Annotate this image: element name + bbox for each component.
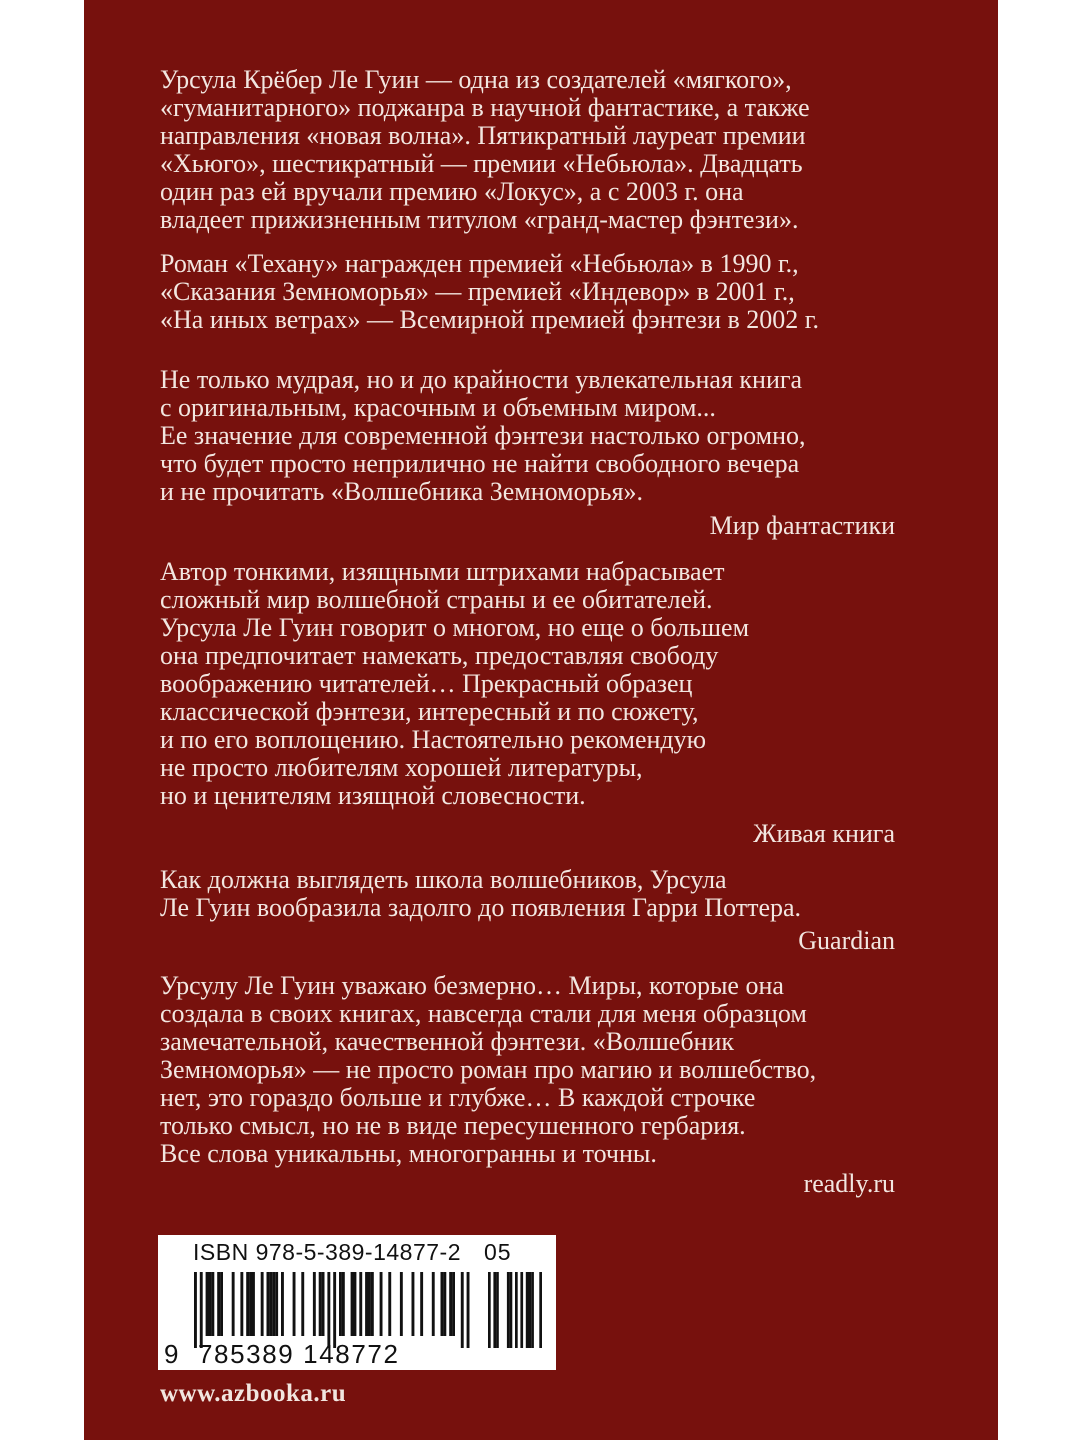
barcode-bar (272, 1272, 275, 1336)
barcode-bar (467, 1272, 470, 1348)
barcode-bar (301, 1272, 304, 1336)
barcode-bar (267, 1272, 270, 1336)
barcode-addon-bar (488, 1272, 491, 1348)
barcode-bar (194, 1272, 197, 1348)
barcode-addon-bar (496, 1272, 499, 1348)
barcode-addon-bar (531, 1272, 534, 1348)
barcode-bar (319, 1272, 322, 1336)
barcode-bar (293, 1272, 296, 1336)
barcode-bar (342, 1272, 345, 1336)
barcode-addon-bar (526, 1272, 529, 1348)
barcode-bar (412, 1272, 415, 1336)
barcode-addon-bar (510, 1272, 513, 1348)
barcode-bar (380, 1272, 383, 1336)
barcode-bar (206, 1272, 209, 1336)
review-text: Не только мудрая, но и до крайности увлекательная книга с оригинальным, красочным и объемным миром... Ее значение для современной фэнтези настолько огромно, что будет просто неприлично не найти свободного вечера и не прочитать «Волшебника Земноморья». (160, 365, 806, 506)
review-source: Живая книга (753, 819, 895, 848)
barcode-bar (354, 1272, 357, 1336)
awards-paragraph: Роман «Техану» награжден премией «Небьюла» в 1990 г., «Сказания Земноморья» — премией «Индевор» в 2001 г., «На иных ветрах» — Всемирной премией фэнтези в 2002 г. (160, 249, 820, 334)
barcode-addon-bar (493, 1272, 496, 1348)
barcode-bar (420, 1272, 423, 1336)
barcode-bar (449, 1272, 452, 1336)
barcode-bar (232, 1272, 235, 1336)
barcode-bar (461, 1272, 464, 1348)
barcode-bar (269, 1272, 272, 1336)
barcode-bar (432, 1272, 435, 1336)
review-text: Как должна выглядеть школа волшебников, Урсула Ле Гуин вообразила задолго до появления Гарри Поттера. (160, 865, 802, 922)
barcode-bar (281, 1272, 284, 1336)
barcode-addon-bar (507, 1272, 510, 1348)
ean-digits: 785389 148772 (198, 1339, 400, 1369)
barcode-bar (333, 1272, 336, 1348)
barcode-bar (327, 1272, 330, 1348)
barcode-bar (400, 1272, 403, 1336)
barcode-addon-label: 05 (484, 1239, 512, 1265)
publisher-website: www.azbooka.ru (160, 1380, 347, 1407)
barcode-bar (351, 1272, 354, 1336)
barcode-bar (220, 1272, 223, 1336)
barcode-bar (200, 1272, 203, 1348)
barcode-bar (371, 1272, 374, 1336)
isbn-barcode (158, 1235, 556, 1370)
barcode-bar (217, 1272, 220, 1336)
barcode-bar (339, 1272, 342, 1336)
barcode-bar (240, 1272, 243, 1336)
barcode-addon-bar (529, 1272, 532, 1348)
barcode-addon-bar (539, 1272, 542, 1348)
barcode-bar (368, 1272, 371, 1336)
barcode-bar (388, 1272, 391, 1336)
review-text: Урсулу Ле Гуин уважаю безмерно… Миры, которые она создала в своих книгах, навсегда стали для меня образцом замечательной, качественной фэнтези. «Волшебник Земноморья» — не просто роман про магию и волшебство, нет, это гораздо больше и глубже… В каждой строчке только смысл, но не в виде пересушенного гербария. Все слова уникальны, многогранны и точны. (160, 971, 817, 1168)
barcode-bar (441, 1272, 444, 1336)
review-source: Guardian (798, 926, 895, 955)
review-source: Мир фантастики (709, 511, 895, 540)
barcode-bar (261, 1272, 264, 1336)
review-text: Автор тонкими, изящными штрихами набрасывает сложный мир волшебной страны и ее обитателей. Урсула Ле Гуин говорит о многом, но еще о большем она предпочитает намекать, предоставляя свободу воображению читателей… Прекрасный образец классической фэнтези, интересный и по сюжету, и по его воплощению. Настоятельно рекомендую не просто любителям хорошей литературы, но и ценителям изящной словесности. (160, 557, 750, 810)
review-source: readly.ru (803, 1169, 895, 1198)
barcode-bar (246, 1272, 249, 1336)
barcode-bar (322, 1272, 325, 1336)
barcode-bar (211, 1272, 214, 1336)
ean-first-digit: 9 (164, 1339, 179, 1369)
isbn-label: ISBN 978-5-389-14877-2 (193, 1239, 461, 1265)
barcode-bar (209, 1272, 212, 1336)
barcode-bar (443, 1272, 446, 1336)
barcode-addon-bar (520, 1272, 523, 1348)
author-bio: Урсула Крёбер Ле Гуин — одна из создателей «мягкого», «гуманитарного» поджанра в научной фантастике, а также направления «новая волна». Пятикратный лауреат премии «Хьюго», шестикратный — премии «Небьюла». Двадцать один раз ей вручали премию «Локус», а с 2003 г. она владеет прижизненным титулом «гранд-мастер фэнтези». (160, 65, 810, 234)
barcode-bar (249, 1272, 252, 1336)
barcode-bar (452, 1272, 455, 1336)
barcode-bar (365, 1272, 368, 1336)
barcode-bar (275, 1272, 278, 1336)
barcode-addon-bar (515, 1272, 518, 1348)
barcode-bar (313, 1272, 316, 1336)
barcode-bar (252, 1272, 255, 1336)
barcode-bar (359, 1272, 362, 1336)
